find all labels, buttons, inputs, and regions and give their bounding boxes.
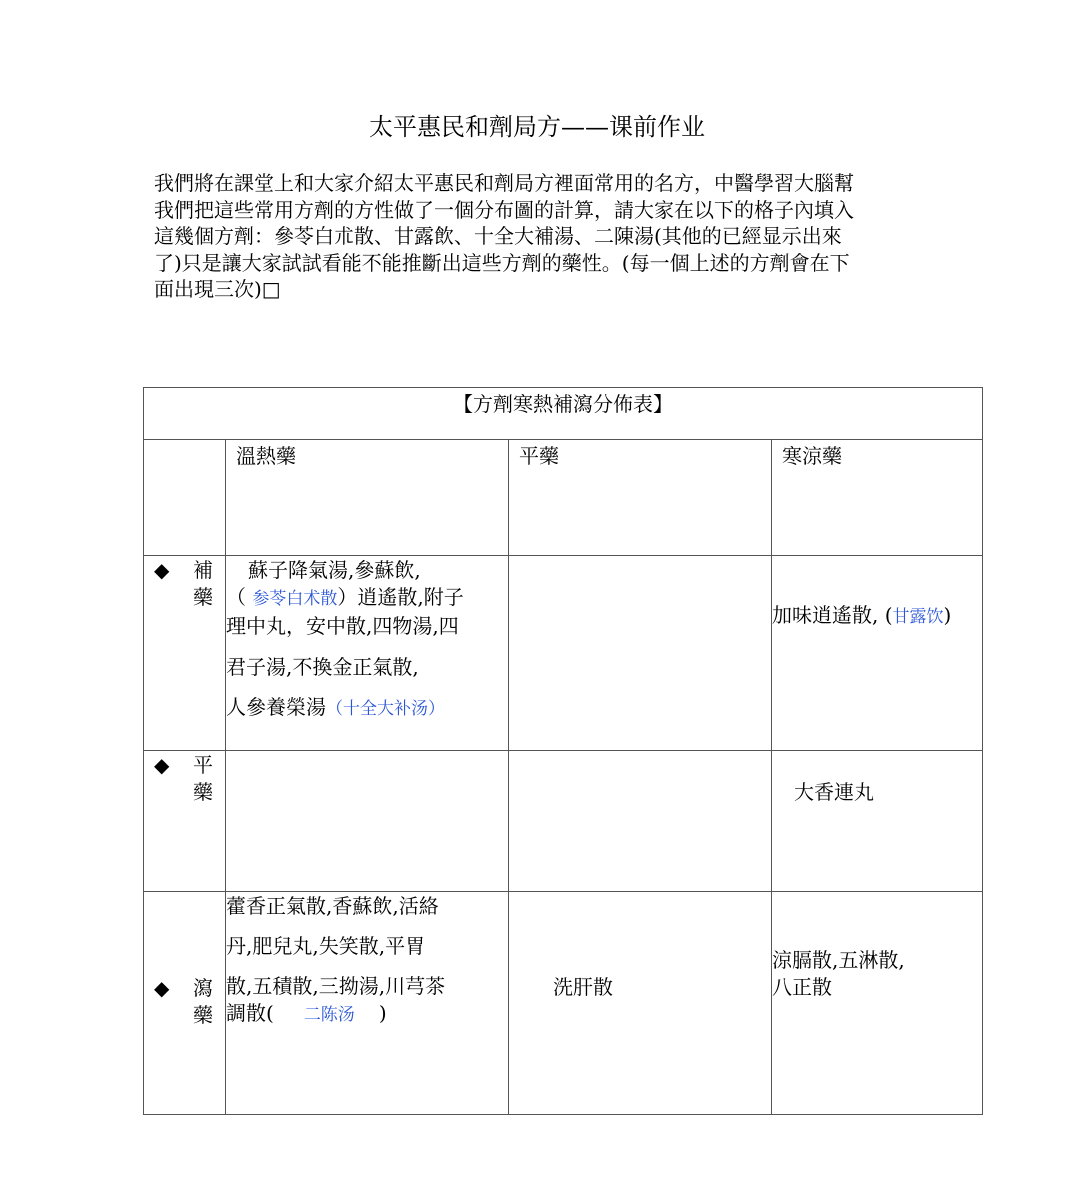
- cell-bu-neutral: [509, 556, 772, 751]
- document-title: 太平惠民和劑局方——课前作业: [369, 113, 705, 141]
- formula-line: （ 参苓白术散）逍遙散,附子: [226, 585, 464, 609]
- col-header-warm: 溫熱藥: [226, 440, 509, 556]
- answer-fill: 参苓白术散: [252, 589, 338, 609]
- table-caption: 【方劑寒熱補瀉分佈表】: [144, 388, 983, 440]
- cell-ping-warm: [226, 751, 509, 892]
- corner-cell: [144, 440, 226, 556]
- intro-line: 我們把這些常用方劑的方性做了一個分布圖的計算，請大家在以下的格子內填入: [154, 197, 854, 222]
- intro-paragraph: [154, 170, 944, 303]
- diamond-bullet-icon: ◆: [154, 558, 170, 582]
- col-header-cold: 寒涼藥: [772, 440, 983, 556]
- row-label: 平 藥: [193, 753, 213, 804]
- formula-distribution-table: [143, 387, 983, 1115]
- formula-line: 洗肝散: [553, 975, 613, 999]
- formula-line: 八正散: [772, 975, 832, 999]
- formula-line: 藿香正氣散,香蘇飲,活絡: [226, 894, 439, 918]
- answer-fill: 二陈汤: [303, 1005, 355, 1025]
- formula-line: 加味逍遙散, (甘露饮): [772, 603, 952, 627]
- cell-ping-cold: [772, 751, 983, 892]
- cell-xie-cold: [772, 892, 983, 1115]
- cell-bu-warm: [226, 556, 509, 751]
- formula-line: 理中丸，安中散,四物湯,四: [226, 614, 459, 638]
- intro-line: 面出現三次)□: [154, 277, 281, 301]
- answer-fill: （十全大补汤）: [326, 699, 445, 719]
- row-header-bu: [144, 556, 226, 751]
- formula-line: 蘇子降氣湯,參蘇飲,: [248, 558, 421, 582]
- intro-line: 了)只是讓大家試試看能不能推斷出這些方劑的藥性。(每一個上述的方劑會在下: [154, 250, 850, 275]
- row-label: 補 藥: [193, 558, 213, 609]
- diamond-bullet-icon: ◆: [154, 976, 170, 1000]
- row-header-ping: [144, 751, 226, 892]
- cell-xie-warm: [226, 892, 509, 1115]
- row-label: 瀉 藥: [193, 976, 213, 1027]
- row-header-xie: [144, 892, 226, 1115]
- answer-fill: 甘露饮: [892, 607, 944, 627]
- cell-bu-cold: [772, 556, 983, 751]
- cell-ping-neutral: [509, 751, 772, 892]
- cell-xie-neutral: [509, 892, 772, 1115]
- formula-line: 丹,肥兒丸,失笑散,平胃: [226, 934, 426, 958]
- formula-line: 調散( 二陈汤 ): [226, 1001, 387, 1025]
- col-header-neutral: 平藥: [509, 440, 772, 556]
- formula-line: 涼膈散,五淋散,: [772, 948, 905, 972]
- formula-line: 君子湯,不換金正氣散,: [226, 655, 419, 679]
- intro-line: 這幾個方劑：參苓白朮散、甘露飲、十全大補湯、二陳湯(其他的已經显示出來: [154, 224, 842, 248]
- formula-line: 散,五積散,三拗湯,川芎茶: [226, 974, 446, 998]
- diamond-bullet-icon: ◆: [154, 753, 170, 777]
- formula-line: 人參養榮湯（十全大补汤）: [226, 695, 445, 719]
- formula-line: 大香連丸: [794, 780, 874, 804]
- intro-line: 我們將在課堂上和大家介紹太平惠民和劑局方裡面常用的名方，中醫學習大腦幫: [154, 171, 854, 195]
